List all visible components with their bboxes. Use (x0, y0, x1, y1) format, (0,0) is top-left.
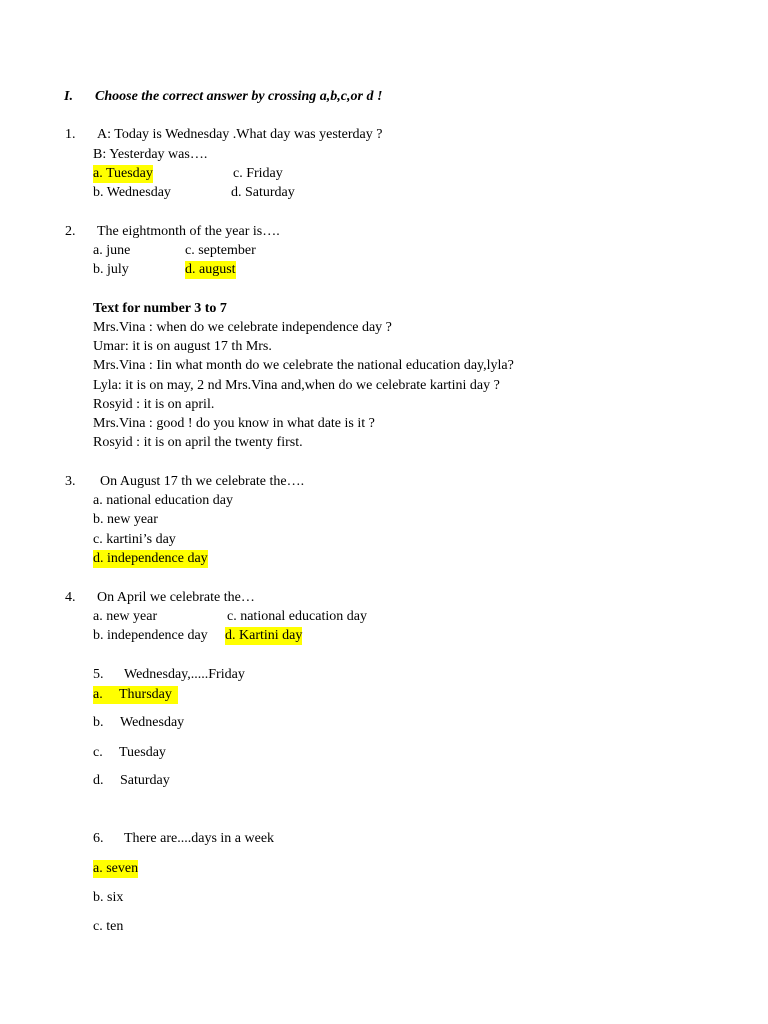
passage-line: Rosyid : it is on april. (93, 397, 215, 412)
q2-option-d-highlighted: d. august (185, 262, 236, 277)
q6-number: 6. (93, 831, 104, 846)
q6-option-b: b. six (93, 890, 124, 905)
instruction-text: Choose the correct answer by crossing a,b,c,or d ! (95, 89, 383, 104)
q5-option-a-highlighted (93, 686, 178, 704)
q2-option-b: b. july (93, 262, 129, 277)
q4-option-a: a. new year (93, 609, 158, 624)
q3-number: 3. (65, 474, 76, 489)
q2-option-a: a. june (93, 243, 131, 258)
q5-option-letter: d. (93, 773, 104, 788)
q5-option-letter: b. (93, 715, 104, 730)
q5-option-text: Wednesday (120, 715, 185, 730)
q4-option-b: b. independence day (93, 628, 208, 643)
q2-number: 2. (65, 224, 76, 239)
passage-line: Mrs.Vina : good ! do you know in what date is it ? (93, 416, 375, 431)
q6-question: There are....days in a week (124, 831, 275, 846)
q6-option-a-highlighted: a. seven (93, 861, 139, 876)
q5-option-text: Saturday (120, 773, 170, 788)
q1-line-b: B: Yesterday was…. (93, 147, 208, 162)
q1-option-b: b. Wednesday (93, 185, 171, 200)
q4-option-d-highlighted: d. Kartini day (225, 628, 303, 643)
q2-question: The eightmonth of the year is…. (97, 224, 280, 239)
q3-option-a: a. national education day (93, 493, 233, 508)
passage-line: Mrs.Vina : when do we celebrate independence day ? (93, 320, 392, 335)
q5-option-text: Tuesday (119, 745, 166, 760)
q5-question: Wednesday,.....Friday (124, 667, 245, 682)
q3-option-d-highlighted: d. independence day (93, 551, 208, 566)
q1-line-a: A: Today is Wednesday .What day was yesterday ? (97, 127, 383, 142)
passage-line: Umar: it is on august 17 th Mrs. (93, 339, 272, 354)
q4-option-c: c. national education day (227, 609, 367, 624)
q3-option-c: c. kartini’s day (93, 532, 176, 547)
passage-line: Rosyid : it is on april the twenty first. (93, 435, 303, 450)
q5-number: 5. (93, 667, 104, 682)
passage-line: Mrs.Vina : Iin what month do we celebrate the national education day,lyla? (93, 358, 514, 373)
q2-option-c: c. september (185, 243, 256, 258)
passage-heading: Text for number 3 to 7 (93, 301, 227, 316)
q5-option-text: Thursday (119, 687, 172, 702)
q1-option-d: d. Saturday (231, 185, 295, 200)
q3-question: On August 17 th we celebrate the…. (100, 474, 305, 489)
q1-option-a-highlighted: a. Tuesday (93, 166, 153, 181)
q1-option-c: c. Friday (233, 166, 283, 181)
q6-option-c: c. ten (93, 919, 124, 934)
q5-option-letter: c. (93, 745, 103, 760)
q1-number: 1. (65, 127, 76, 142)
q5-option-letter: a. (93, 687, 103, 702)
q4-number: 4. (65, 590, 76, 605)
passage-line: Lyla: it is on may, 2 nd Mrs.Vina and,when do we celebrate kartini day ? (93, 378, 500, 393)
q4-question: On April we celebrate the… (97, 590, 255, 605)
instruction-number: I. (64, 89, 73, 104)
q3-option-b: b. new year (93, 512, 158, 527)
